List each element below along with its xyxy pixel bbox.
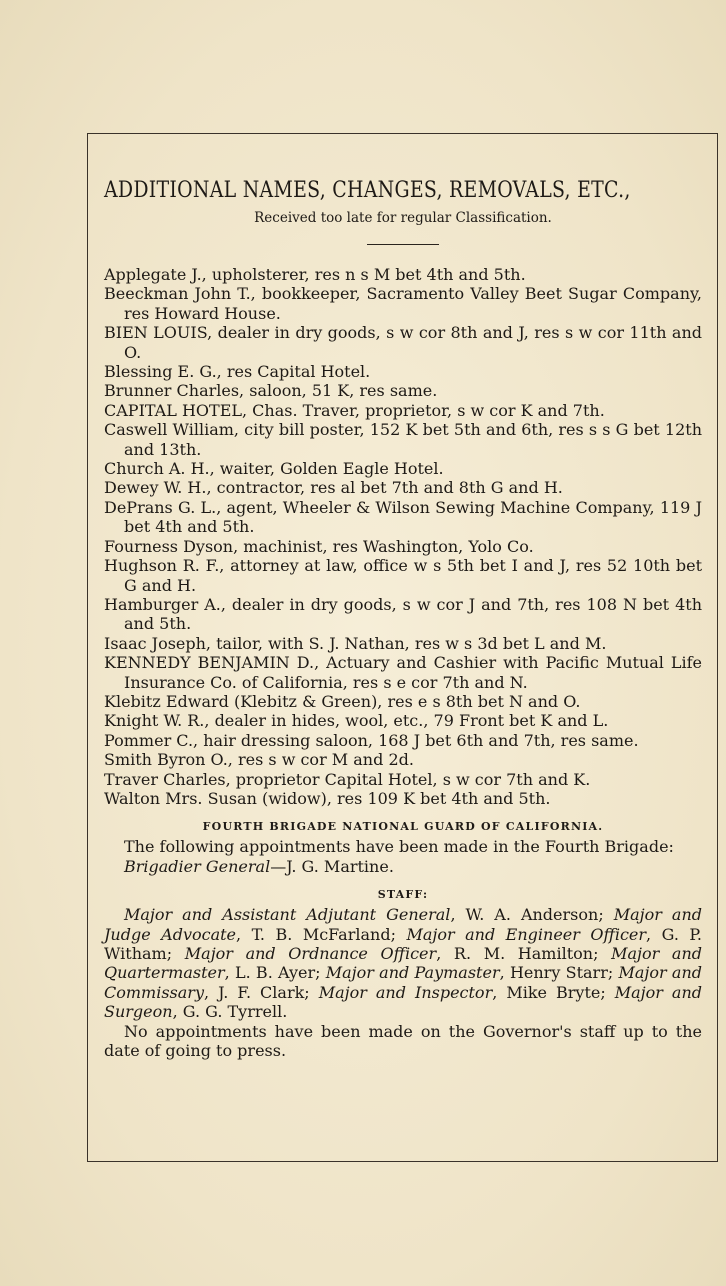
directory-entry: Walton Mrs. Susan (widow), res 109 K bet 4th and 5th. [104,788,551,808]
directory-entry: Isaac Joseph, tailor, with S. J. Nathan, res w s 3d bet L and M. [104,633,607,653]
staff-name: , L. B. Ayer; [224,963,326,983]
staff-name: , W. A. Anderson; [450,905,614,925]
border-right-rule [717,133,718,1162]
staff-title: Major and Assistant Adjutant General [124,905,451,925]
directory-entry: Blessing E. G., res Capital Hotel. [104,362,371,382]
directory-entry: DePrans G. L., agent, Wheeler & Wilson Sewing Machine Company, 119 J bet 4th and 5th. [104,497,702,537]
staff-name: , J. F. Clark; [203,982,319,1002]
brigade-heading: FOURTH BRIGADE NATIONAL GUARD OF CALIFORNIA. [202,820,604,834]
brigade-intro: The following appointments have been made in the Fourth Brigade: [124,837,674,857]
staff-title: Major and Commissary [104,963,703,1002]
directory-entries [104,265,702,808]
staff-name: , G. G. Tyrrell. [172,1002,288,1022]
border-top-rule [87,133,718,134]
border-bottom-rule [87,1161,718,1162]
page-subtitle: Received too late for regular Classification. [254,210,552,226]
title-divider [367,244,439,245]
directory-entry: Traver Charles, proprietor Capital Hotel, s w cor 7th and K. [104,769,591,789]
staff-name: , Mike Bryte; [492,982,615,1002]
directory-entry: Pommer C., hair dressing saloon, 168 J bet 6th and 7th, res same. [104,730,639,750]
staff-heading: STAFF: [377,888,429,902]
directory-entry: Klebitz Edward (Klebitz & Green), res e s 8th bet N and O. [104,691,581,711]
staff-name: , T. B. McFarland; [236,924,407,944]
page-content [104,168,702,1060]
directory-entry: CAPITAL HOTEL, Chas. Traver, proprietor, s w cor K and 7th. [104,400,605,420]
directory-entry: Hughson R. F., attorney at law, office w s 5th bet I and J, res 52 10th bet G and H. [104,556,702,595]
directory-entry: Smith Byron O., res s w cor M and 2d. [104,750,414,770]
directory-entry: Applegate J., upholsterer, res n s M bet 4th and 5th. [104,265,526,284]
directory-entry: Brunner Charles, saloon, 51 K, res same. [104,381,438,401]
staff-paragraph [104,905,702,1021]
brigadier-general-name: —J. G. Martine. [270,856,394,876]
directory-entry: Fourness Dyson, machinist, res Washington, Yolo Co. [104,536,534,556]
directory-entry: KENNEDY BENJAMIN D., Actuary and Cashier with Pacific Mutual Life Insurance Co. of California, res s e cor 7th and N. [104,653,702,692]
staff-title: Major and Paymaster [325,963,500,983]
brigadier-general-line [104,857,702,876]
directory-entry: Dewey W. H., contractor, res al bet 7th and 8th G and H. [104,478,563,498]
staff-title: Major and Engineer Officer [406,924,647,944]
directory-entry: BIEN LOUIS, dealer in dry goods, s w cor 8th and J, res s w cor 11th and O. [104,323,702,362]
closing-note: No appointments have been made on the Governor's staff up to the date of going to press. [104,1021,702,1061]
staff-title: Major and Ordnance Officer [184,944,437,963]
staff-title: Major and Surgeon [104,982,703,1022]
directory-entry: Caswell William, city bill poster, 152 K bet 5th and 6th, res s s G bet 12th and 13th. [104,420,702,459]
directory-entry: Hamburger A., dealer in dry goods, s w cor J and 7th, res 108 N bet 4th and 5th. [104,594,702,634]
page-title: ADDITIONAL NAMES, CHANGES, REMOVALS, ETC., [104,178,631,203]
staff-name: , Henry Starr; [499,963,619,983]
staff-title: Major and Inspector [318,982,493,1002]
directory-entry: Church A. H., waiter, Golden Eagle Hotel. [104,459,444,479]
staff-title: Major and Quartermaster [104,944,703,983]
staff-name: , G. P. Witham; [104,924,703,963]
directory-entry: Beeckman John T., bookkeeper, Sacramento Valley Beet Sugar Company, res Howard House. [104,284,702,323]
staff-name: , R. M. Hamilton; [436,944,612,963]
directory-entry: Knight W. R., dealer in hides, wool, etc., 79 Front bet K and L. [104,711,609,731]
border-left-rule [87,133,88,1162]
brigadier-general-title: Brigadier General [124,856,271,876]
staff-title: Major and Judge Advocate [104,905,703,944]
